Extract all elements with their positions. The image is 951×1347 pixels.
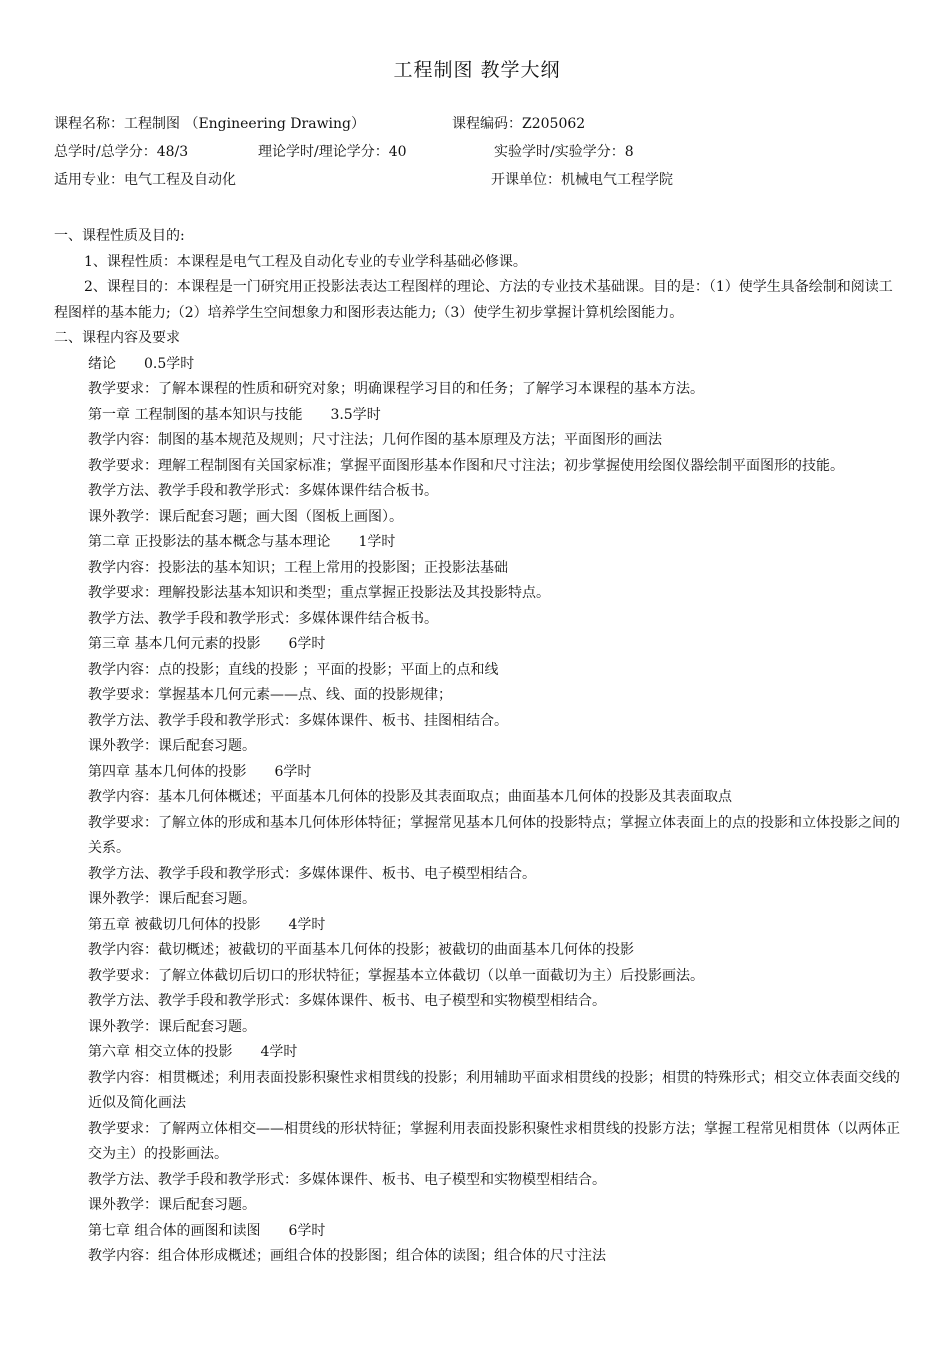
course-info [54,114,900,198]
paragraph: 2、课程目的：本课程是一门研究用正投影法表达工程图样的理论、方法的专业技术基础课。目的是：（1）使学生具备绘制和阅读工程图样的基本能力;（2）培养学生空间想象力和图形表达能力;（3）使学生初步掌握计算机绘图能力。 [54,279,893,321]
course-code: 课程编码：Z205062 [452,116,586,132]
content-line: 第七章 组合体的画图和读图 6学时 [88,1222,326,1239]
content-line: 教学方法、教学手段和教学形式：多媒体课件、板书、电子模型相结合。 [88,865,536,882]
paragraph: 1、课程性质：本课程是电气工程及自动化专业的专业学科基础必修课。 [84,253,527,270]
content-line: 教学内容：投影法的基本知识；工程上常用的投影图；正投影法基础 [88,559,508,576]
content-line: 教学要求：了解立体的形成和基本几何体形体特征；掌握常见基本几何体的投影特点；掌握立体表面上的点的投影和立体投影之间的关系。 [88,814,900,856]
content-line: 课外教学：课后配套习题。 [88,1197,256,1213]
content-line: 第二章 正投影法的基本概念与基本理论 1学时 [88,534,396,550]
content-line: 教学方法、教学手段和教学形式：多媒体课件、板书、电子模型和实物模型相结合。 [88,993,606,1009]
department: 开课单位：机械电气工程学院 [491,172,673,188]
page-title: 工程制图 教学大纲 [393,59,561,81]
content-line: 教学内容：相贯概述；利用表面投影积聚性求相贯线的投影；利用辅助平面求相贯线的投影；相贯的特殊形式；相交立体表面交线的近似及简化画法 [88,1069,900,1111]
content-line: 第五章 被截切几何体的投影 4学时 [88,916,326,933]
content-line: 教学要求：了解本课程的性质和研究对象；明确课程学习目的和任务；了解学习本课程的基本方法。 [88,381,704,397]
content-line: 教学方法、教学手段和教学形式：多媒体课件、板书、电子模型和实物模型相结合。 [88,1171,606,1188]
info-row-3 [54,170,900,198]
total-hours: 总学时/总学分：48/3 [54,144,189,160]
content-line: 第三章 基本几何元素的投影 6学时 [88,636,326,652]
content-line: 教学方法、教学手段和教学形式：多媒体课件结合板书。 [88,483,438,499]
theory-hours: 理论学时/理论学分：40 [258,144,407,160]
lab-hours: 实验学时/实验学分：8 [494,144,634,160]
content-line: 教学内容：制图的基本规范及规则；尺寸注法；几何作图的基本原理及方法；平面图形的画法 [88,432,662,448]
content-line: 教学要求：了解两立体相交——相贯线的形状特征；掌握利用表面投影积聚性求相贯线的投影方法；掌握工程常见相贯体（以两体正交为主）的投影画法。 [88,1120,900,1162]
content-line: 教学要求：理解工程制图有关国家标准；掌握平面图形基本作图和尺寸注法；初步掌握使用绘图仪器绘制平面图形的技能。 [88,457,844,474]
content-line: 教学内容：基本几何体概述；平面基本几何体的投影及其表面取点；曲面基本几何体的投影及其表面取点 [88,789,732,805]
section-heading: 一、课程性质及目的: [54,228,185,244]
content-line: 绪论 0.5学时 [88,355,195,372]
content-line: 课外教学：课后配套习题。 [88,1018,256,1035]
content-line: 课外教学：课后配套习题；画大图（图板上画图）。 [88,508,403,525]
content-line: 第四章 基本几何体的投影 6学时 [88,763,312,780]
content-line: 第一章 工程制图的基本知识与技能 3.5学时 [88,406,381,423]
content-line: 第六章 相交立体的投影 4学时 [88,1044,298,1060]
document-body [54,224,900,1270]
content-line: 教学方法、教学手段和教学形式：多媒体课件结合板书。 [88,610,438,627]
major: 适用专业：电气工程及自动化 [54,172,236,188]
content-line: 教学内容：截切概述；被截切的平面基本几何体的投影；被截切的曲面基本几何体的投影 [88,942,634,958]
course-name: 课程名称：工程制图 （Engineering Drawing） [54,116,366,132]
content-line: 教学内容：点的投影；直线的投影 ；平面的投影；平面上的点和线 [88,661,499,678]
section-content [54,352,900,1270]
info-row-2 [54,142,900,170]
content-line: 课外教学：课后配套习题。 [88,738,256,754]
content-line: 教学要求：理解投影法基本知识和类型；重点掌握正投影法及其投影特点。 [88,585,550,601]
section-heading: 二、课程内容及要求 [54,330,180,346]
content-line: 课外教学：课后配套习题。 [88,891,256,907]
content-line: 教学要求：了解立体截切后切口的形状特征；掌握基本立体截切（以单一面截切为主）后投影画法。 [88,967,704,984]
info-row-1 [54,114,900,142]
content-line: 教学要求：掌握基本几何元素——点、线、面的投影规律； [88,687,452,703]
content-line: 教学内容：组合体形成概述；画组合体的投影图；组合体的读图；组合体的尺寸注法 [88,1248,606,1264]
content-line: 教学方法、教学手段和教学形式：多媒体课件、板书、挂图相结合。 [88,712,508,729]
